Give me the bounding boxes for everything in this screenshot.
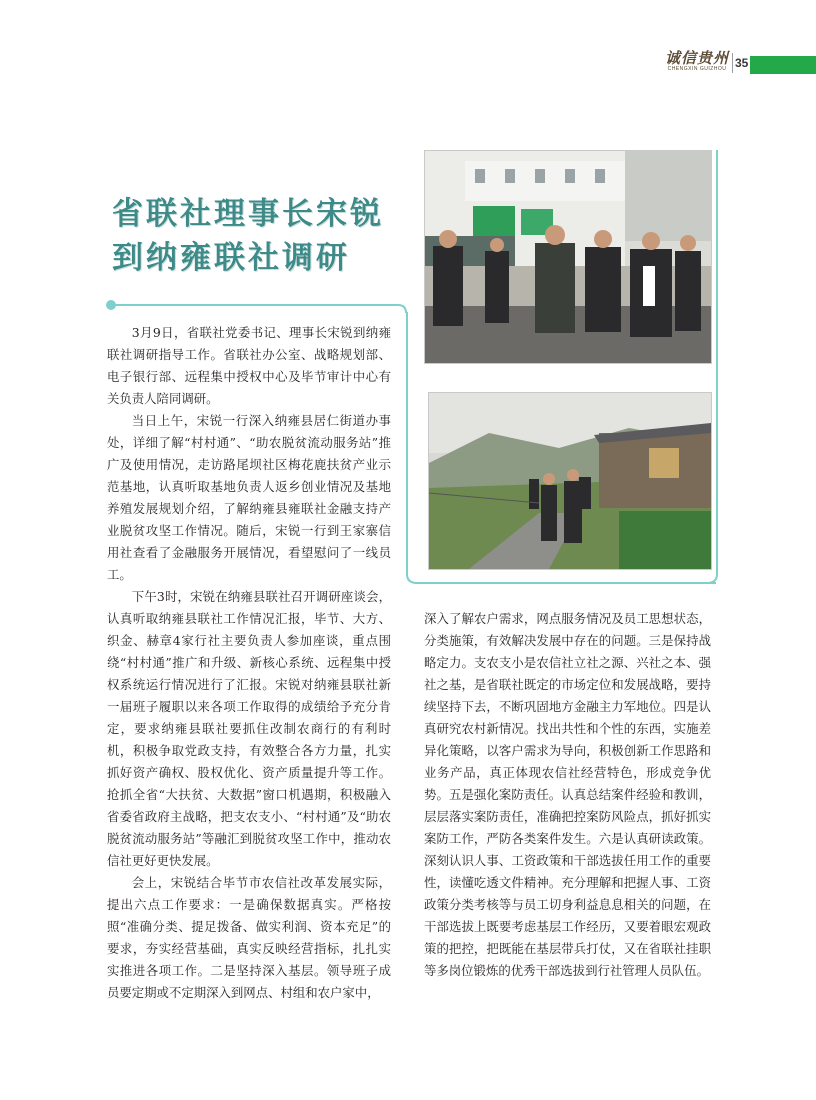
header-divider (732, 53, 733, 73)
frame-line-bottom-right (416, 582, 716, 584)
magazine-logo (664, 50, 730, 76)
photo-delegation-village (428, 392, 712, 570)
article-intro-text (107, 322, 391, 586)
paragraph-1: 3月9日，省联社党委书记、理事长宋锐到纳雍联社调研指导工作。省联社办公室、战略规划部、电子银行部、远程集中授权中心及毕节审计中心有关负责人陪同调研。 (107, 325, 391, 406)
logo-english-text: CHENGXIN GUIZHOU (667, 66, 727, 72)
article-title-line-1: 省联社理事长宋锐 (112, 196, 384, 232)
article-right-column (424, 608, 711, 982)
paragraph-3: 下午3时，宋锐在纳雍县联社召开调研座谈会，认真听取纳雍县联社工作情况汇报，毕节、大方、织金、赫章4家行社主要负责人参加座谈，重点围绕“村村通”推广和升级、新核心系统、远程集中授权系统运行情况进行了汇报。宋锐对纳雍县联社新一届班子履职以来各项工作取得的成绩给予充分肯定，要求纳雍县联社要抓住改制农商行的有利时机，积极争取党政支持，有效整合各方力量，扎实抓好资产确权、股权优化、资产质量提升等工作。抢抓全省“大扶贫、大数据”窗口机遇期，积极融入省委省政府主战略，把支农支小、“村村通”及“助农脱贫流动服务站”等融汇到脱贫攻坚工作中，推动农信社更好更快发展。 (107, 589, 391, 868)
paragraph-2: 当日上午，宋锐一行深入纳雍县居仁街道办事处，详细了解“村村通”、“助农脱贫流动服务站”推广及使用情况，走访路尾坝社区梅花鹿扶贫产业示范基地，认真听取基地负责人返乡创业情况及基地养殖发展规划介绍，了解纳雍县雍联社金融支持产业脱贫攻坚工作情况。随后，宋锐一行到王家寨信用社查看了金融服务开展情况，看望慰问了一线员工。 (107, 413, 391, 582)
frame-line-right-upper (406, 312, 408, 574)
header-accent-bar (750, 56, 816, 74)
paragraph-5: 深入了解农户需求，网点服务情况及员工思想状态，分类施策，有效解决发展中存在的问题。三是保持战略定力。支农支小是农信社立社之源、兴社之本、强社之基，是省联社既定的市场定位和发展战略，要持续坚持下去，不断巩固地方金融主力军地位。四是认真研究农村新情况。找出共性和个性的东西，实施差异化策略，以客户需求为导向，积极创新工作思路和业务产品，真正体现农信社经营特色，形成竞争优势。五是强化案防责任。认真总结案件经验和教训，层层落实案防责任，准确把控案防风险点，抓好抓实案防工作，严防各类案件发生。六是认真研读政策。深刻认识人事、工资政策和干部选拔任用工作的重要性，读懂吃透文件精神。充分理解和把握人事、工资政策分类考核等与员工切身利益息息相关的问题，在干部选拔上既要考虑基层工作经历，又要着眼宏观政策的把控，把既能在基层带兵打仗，又在省联社挂职等多岗位锻炼的优秀干部选拔到行社管理人员队伍。 (424, 611, 711, 978)
page-number: 35 (735, 56, 749, 70)
article-title-line-2: 到纳雍联社调研 (112, 240, 350, 276)
photo-delegation-street (424, 150, 712, 364)
frame-line-right-edge (716, 150, 718, 574)
photo-delegation-street-image (425, 151, 711, 363)
article-left-column (107, 586, 391, 1004)
logo-chinese-text: 诚信贵州 (664, 49, 729, 67)
paragraph-4: 会上，宋锐结合毕节市农信社改革发展实际，提出六点工作要求：一是确保数据真实。严格按照“准确分类、提足拨备、做实利润、资本充足”的要求，夯实经营基础，真实反映经营指标，扎扎实实推进各项工作。二是坚持深入基层。领导班子成员要定期或不定期深入到网点、村组和农户家中， (107, 875, 391, 1000)
frame-corner-bottom-left (404, 572, 424, 592)
frame-corner-bottom-right (706, 572, 726, 592)
frame-corner-top (396, 296, 416, 316)
article-title (112, 192, 384, 280)
frame-line-top (112, 304, 398, 306)
photo-delegation-village-image (429, 393, 711, 569)
